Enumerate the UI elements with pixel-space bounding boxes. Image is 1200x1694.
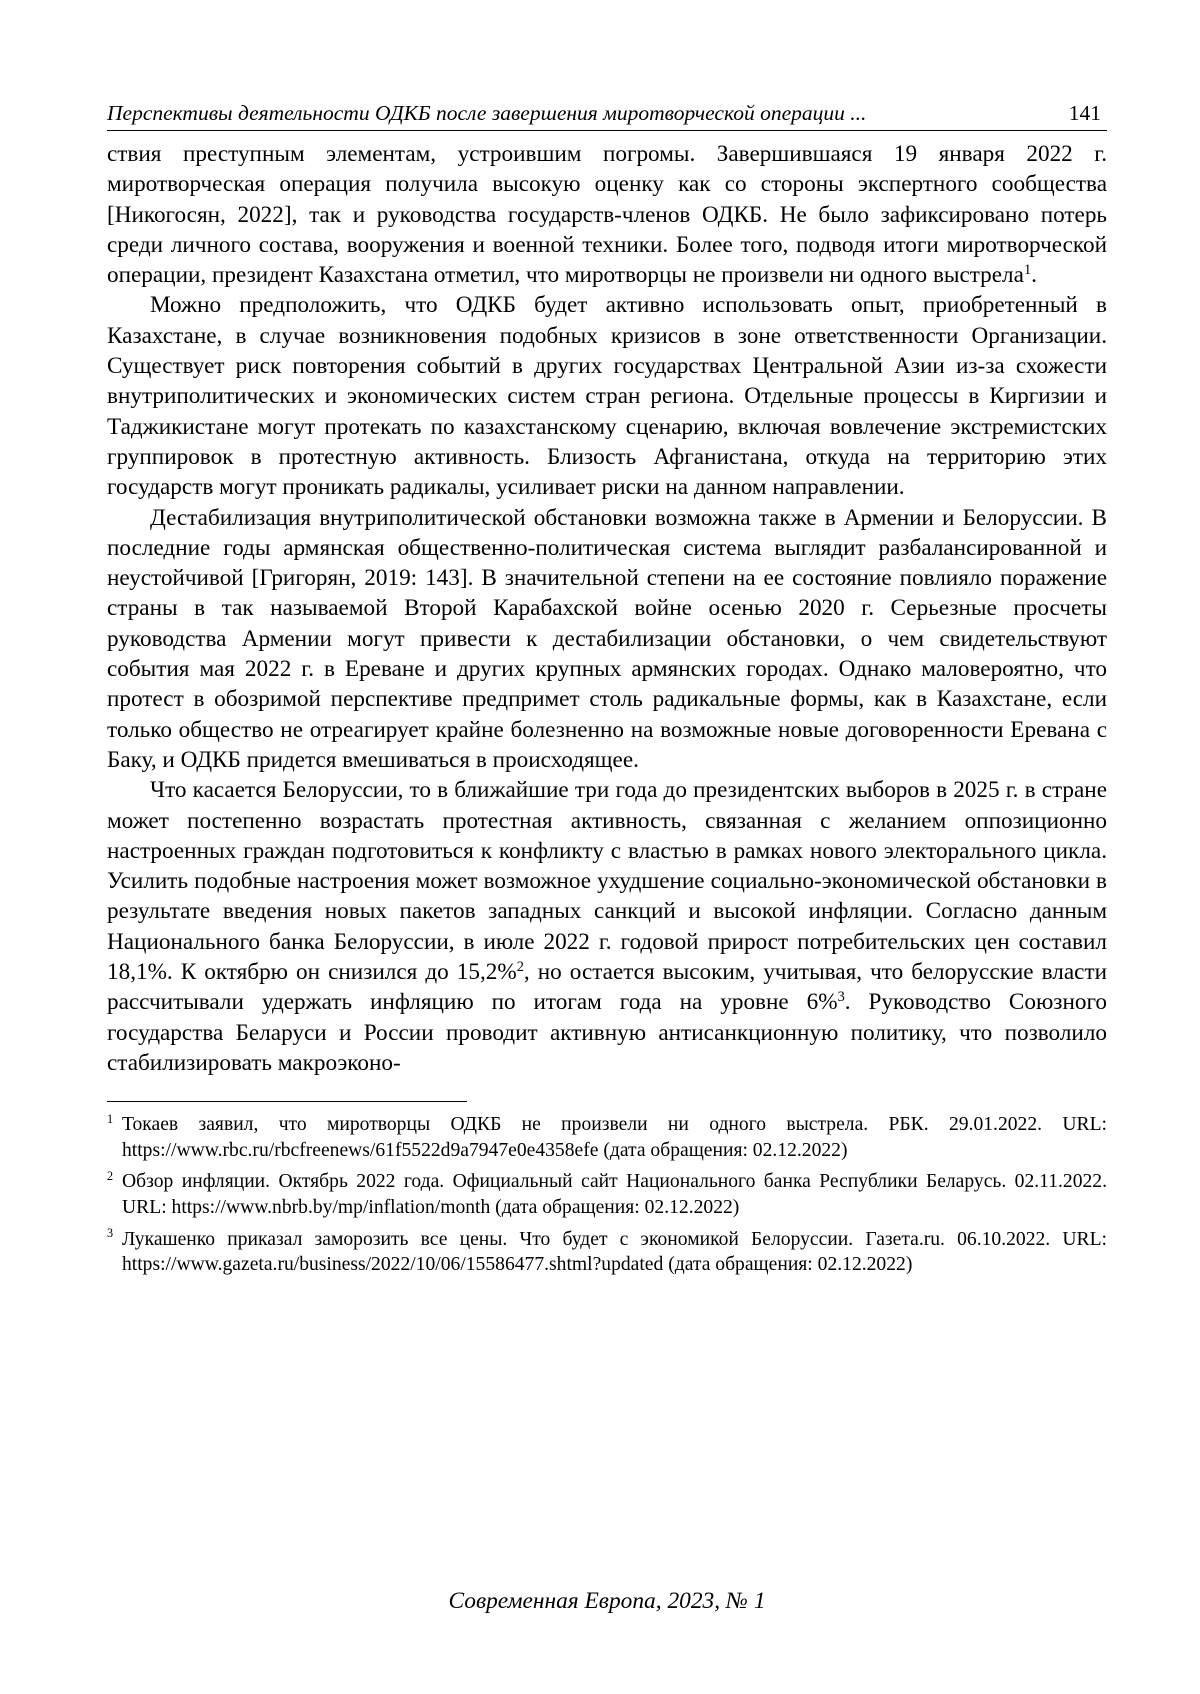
- footnote-ref-1[interactable]: 1: [1023, 262, 1032, 279]
- paragraph-3: [107, 503, 1107, 776]
- footnote-ref-3[interactable]: 3: [837, 989, 845, 1006]
- footnote-text: Обзор инфляции. Октябрь 2022 года. Официальный сайт Национального банка Республики Беларусь. 02.11.2022. URL: https://www.nbrb.by/mp/inflation/month (дата обращения: 02.12.2022): [122, 1171, 1107, 1218]
- paragraph-4: [107, 775, 1107, 1078]
- page-number: 141: [1068, 101, 1101, 125]
- paragraph-1: [107, 139, 1107, 290]
- document-page: [107, 96, 1107, 1614]
- paragraph-text: . Руководство Союзного государства Беларуси и России проводит активную антисанкционную политику, что позволило стабилизировать макроэконо-: [107, 989, 1107, 1076]
- running-header: [107, 96, 1107, 131]
- footnote-separator: [107, 1101, 467, 1102]
- paragraph-text: , но остается высоким, учитывая, что белорусские власти рассчитывали удержать инфляцию по итогам года на уровне 6%: [107, 959, 1107, 1016]
- footnote-ref-2[interactable]: 2: [516, 959, 524, 976]
- paragraph-text: .: [1031, 262, 1037, 289]
- paragraph-text: ствия преступным элементам, устроившим погромы. Завершившаяся 19 января 2022 г. миротворческая операция получила высокую оценку как со стороны экспертного сообщества [Никогосян, 2022], так и руководства государств-членов ОДКБ. Не было зафиксировано потерь среди личного состава, вооружения и военной техники. Более того, подводя итоги миротворческой операции, президент Казахстана отметил, что миротворцы не произвели ни одного выстрела: [107, 141, 1107, 289]
- footnotes: [107, 1112, 1107, 1278]
- paragraph-2: [107, 290, 1107, 502]
- paragraph-text: Можно предположить, что ОДКБ будет активно использовать опыт, приобретенный в Казахстане, в случае возникновения подобных кризисов в зоне ответственности Организации. Существует риск повторения событий в других государствах Центральной Азии из-за схожести внутриполитических и экономических систем стран региона. Отдельные процессы в Киргизии и Таджикистане могут протекать по казахстанскому сценарию, включая вовлечение экстремистских группировок в протестную активность. Близость Афганистана, откуда на территорию этих государств могут проникать радикалы, усиливает риски на данном направлении.: [107, 292, 1107, 501]
- footnote-3: 3 Лукашенко приказал заморозить все цены. Что будет с экономикой Белоруссии. Газета.ru. 06.10.2022. URL: https://www.gazeta.ru/business/2022/10/06/15586477.shtml?updated (дата обращения: 02.12.2022): [107, 1226, 1107, 1276]
- paragraph-text: Дестабилизация внутриполитической обстановки возможна также в Армении и Белоруссии. В последние годы армянская общественно-политическая система выглядит разбалансированной и неустойчивой [Григорян, 2019: 143]. В значительной степени на ее состояние повлияло поражение страны в так называемой Второй Карабахской войне осенью 2020 г. Серьезные просчеты руководства Армении могут привести к дестабилизации обстановки, о чем свидетельствуют события мая 2022 г. в Ереване и других крупных армянских городах. Однако маловероятно, что протест в обозримой перспективе предпримет столь радикальные формы, как в Казахстане, если только общество не отреагирует крайне болезненно на возможные новые договоренности Еревана с Баку, и ОДКБ придется вмешиваться в происходящее.: [107, 504, 1107, 773]
- footnote-1: 1 Токаев заявил, что миротворцы ОДКБ не произвели ни одного выстрела. РБК. 29.01.2022. URL: https://www.rbc.ru/rbcfreenews/61f5522d9a7947e0e4358efe (дата обращения: 02.12.2022): [107, 1111, 1107, 1161]
- footnote-text: Лукашенко приказал заморозить все цены. Что будет с экономикой Белоруссии. Газета.ru. 06.10.2022. URL: https://www.gazeta.ru/business/2022/10/06/15586477.shtml?updated (дата обращения: 02.12.2022): [122, 1228, 1107, 1276]
- header-title: Перспективы деятельности ОДКБ после завершения миротворческой операции ...: [107, 101, 867, 125]
- running-footer: Современная Европа, 2023, № 1: [448, 1588, 766, 1614]
- body-text: [107, 139, 1107, 1078]
- footnote-2: 2 Обзор инфляции. Октябрь 2022 года. Официальный сайт Национального банка Республики Беларусь. 02.11.2022. URL: https://www.nbrb.by/mp/inflation/month (дата обращения: 02.12.2022): [107, 1169, 1107, 1218]
- footnote-text: Токаев заявил, что миротворцы ОДКБ не произвели ни одного выстрела. РБК. 29.01.2022. URL: https://www.rbc.ru/rbcfreenews/61f5522d9a7947e0e4358efe (дата обращения: 02.12.2022): [122, 1114, 1107, 1161]
- paragraph-text: Что касается Белоруссии, то в ближайшие три года до президентских выборов в 2025 г. в стране может постепенно возрастать протестная активность, связанная с желанием оппозиционно настроенных граждан подготовиться к конфликту с властью в рамках нового электорального цикла. Усилить подобные настроения может возможное ухудшение социально-экономической обстановки в результате введения новых пакетов западных санкций и высокой инфляции. Согласно данным Национального банка Белоруссии, в июле 2022 г. годовой прирост потребительских цен составил 18,1%. К октябрю он снизился до 15,2%: [107, 777, 1107, 986]
